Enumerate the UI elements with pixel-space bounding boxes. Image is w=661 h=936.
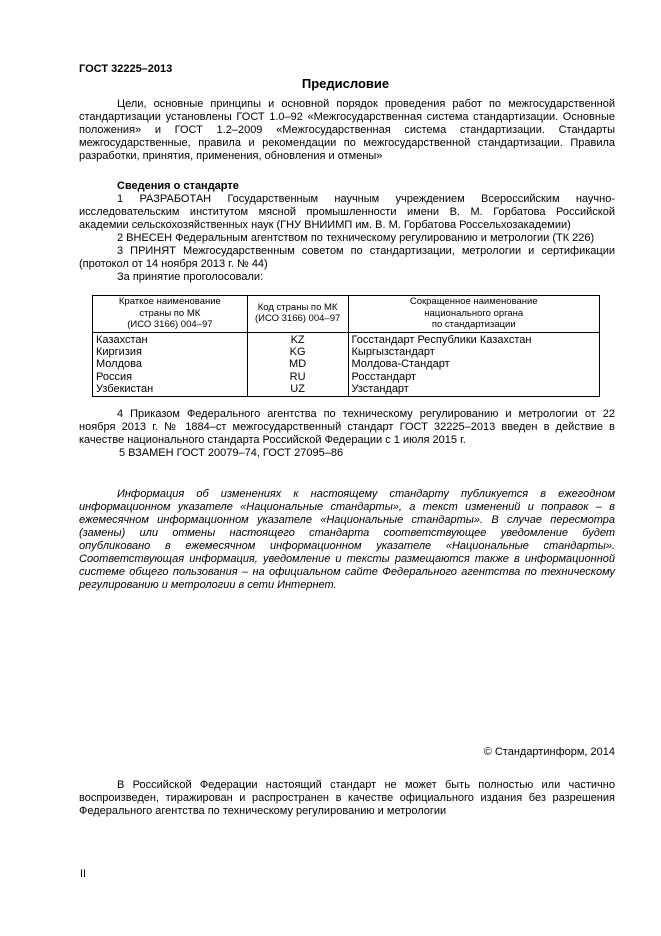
header-country-name xyxy=(93,296,248,333)
code-cell: UZ xyxy=(247,383,348,396)
changes-line: Информация об изменениях к настоящему стандарту публикуется в ежегодном xyxy=(117,488,615,500)
item-2: 2 ВНЕСЕН Федеральным агентством по техническому регулированию и метрологии (ТК 226) xyxy=(117,232,595,244)
item-4-line: ноября 2013 г. № 1884–ст межгосударственный стандарт ГОСТ 32225–2013 введен в действие в xyxy=(79,421,615,433)
voted-label: За принятие проголосовали: xyxy=(117,271,264,283)
header-country-code xyxy=(247,296,348,333)
code-cell: MD xyxy=(247,358,348,370)
country-cell: Узбекистан xyxy=(93,383,248,396)
page-title: Предисловие xyxy=(301,76,390,91)
header-line: Код страны по МК xyxy=(257,301,338,313)
intro-line: стандартизации установлены ГОСТ 1.0–92 «Межгосударственная система стандартизации. Основные xyxy=(79,111,615,123)
header-line: (ИСО 3166) 004–97 xyxy=(254,313,341,325)
code-cell: RU xyxy=(247,371,348,383)
item-1-line: 1 РАЗРАБОТАН Государственным научным учреждением Всероссийским научно- xyxy=(117,193,615,205)
header-line: (ИСО 3166) 004–97 xyxy=(127,319,213,330)
header-line: Краткое наименование xyxy=(118,296,221,307)
table-row xyxy=(93,383,600,396)
country-cell: Молдова xyxy=(93,358,248,370)
item-1-line: академии сельскохозяйственных наук (ГНУ ВНИИМП им. В. М. Горбатова Россельхозакадемии) xyxy=(79,219,571,231)
notice-line: Федерального агентства по техническому регулированию и метрологии xyxy=(79,805,447,817)
table-row xyxy=(93,346,600,358)
code-cell: KG xyxy=(247,346,348,358)
item-5: 5 ВЗАМЕН ГОСТ 20079–74, ГОСТ 27095–86 xyxy=(119,447,344,459)
notice-line: воспроизведен, тиражирован и распространен в качестве официального издания без разрешения xyxy=(79,792,615,804)
item-3-line: (протокол от 14 ноября 2013 г. № 44) xyxy=(79,258,268,270)
changes-line: системе общего пользования – на официальном сайте Федерального агентства по техническому xyxy=(79,566,615,578)
header-line: Сокращенное наименование xyxy=(409,296,538,307)
body-cell: Узстандарт xyxy=(348,383,600,396)
changes-line: информационном указателе «Национальные стандарты», а текст изменений и поправок – в xyxy=(79,501,615,513)
changes-line: ежемесячном информационном указателе «Национальные стандарты». В случае пересмотра xyxy=(79,514,615,526)
changes-line: Соответствующая информация, уведомление и тексты размещаются также в информационной xyxy=(79,553,615,565)
table-row xyxy=(93,332,600,346)
body-cell: Росстандарт xyxy=(348,371,600,383)
item-1-line: исследовательским институтом мясной промышленности имени В. М. Горбатова Российской xyxy=(79,206,615,218)
table-header-row xyxy=(93,296,600,333)
item-4-line: качестве национального стандарта Российской Федерации с 1 июля 2015 г. xyxy=(79,434,466,446)
intro-line: межгосударственные, правила и рекомендации по межгосударственной стандартизации. Правила xyxy=(79,137,615,149)
item-3-line: 3 ПРИНЯТ Межгосударственным советом по стандартизации, метрологии и сертификации xyxy=(117,245,615,257)
document-code: ГОСТ 32225–2013 xyxy=(79,63,173,75)
body-cell: Госстандарт Республики Казахстан xyxy=(348,332,600,346)
country-cell: Киргизия xyxy=(93,346,248,358)
header-line: по стандартизации xyxy=(431,319,516,330)
changes-line: регулированию и метрологии в сети Интернет. xyxy=(79,579,337,591)
code-cell: KZ xyxy=(247,332,348,346)
copyright: © Стандартинформ, 2014 xyxy=(483,746,615,758)
voting-countries-table xyxy=(92,295,600,397)
page-number: II xyxy=(80,868,87,880)
header-line: национального органа xyxy=(424,307,524,319)
item-4-line: 4 Приказом Федерального агентства по техническому регулированию и метрологии от 22 xyxy=(117,408,615,420)
intro-line: разработки, принятия, применения, обновления и отмены» xyxy=(79,150,383,162)
body-cell: Молдова-Стандарт xyxy=(348,358,600,370)
header-line: страны по МК xyxy=(139,307,201,319)
standard-info-heading: Сведения о стандарте xyxy=(117,180,239,192)
header-standards-body xyxy=(348,296,600,333)
table-row xyxy=(93,358,600,370)
table-row xyxy=(93,371,600,383)
country-cell: Казахстан xyxy=(93,332,248,346)
country-cell: Россия xyxy=(93,371,248,383)
intro-line: положения» и ГОСТ 1.2–2009 «Межгосударственная система стандартизации. Стандарты xyxy=(79,124,615,136)
notice-line: В Российской Федерации настоящий стандарт не может быть полностью или частично xyxy=(117,779,615,791)
changes-line: (замены) или отмены настоящего стандарта соответствующее уведомление будет xyxy=(79,527,615,539)
changes-line: опубликовано в ежемесячном информационном указателе «Национальные стандарты». xyxy=(79,540,615,552)
intro-line: Цели, основные принципы и основной порядок проведения работ по межгосударственной xyxy=(117,98,615,110)
body-cell: Кыргызстандарт xyxy=(348,346,600,358)
